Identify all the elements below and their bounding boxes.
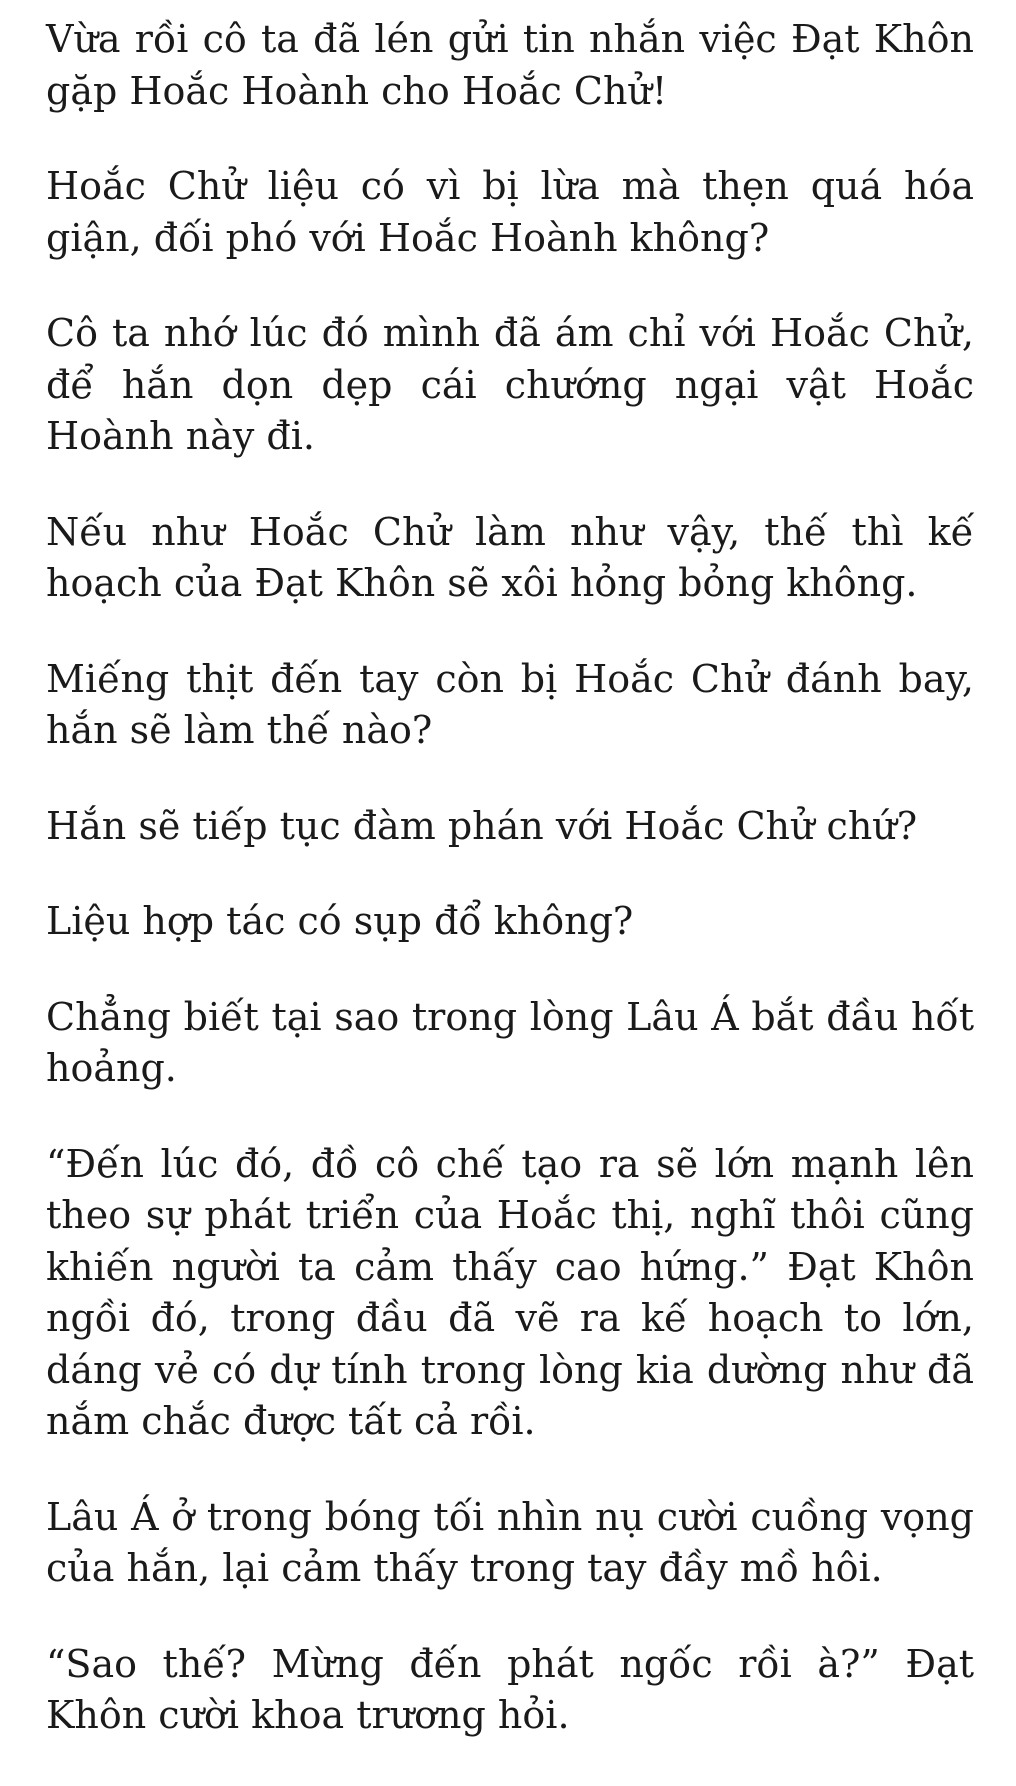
paragraph-2: Hoắc Chử liệu có vì bị lừa mà thẹn quá hóa giận, đối phó với Hoắc Hoành không? xyxy=(46,164,974,260)
paragraph-5: Miếng thịt đến tay còn bị Hoắc Chử đánh bay, hắn sẽ làm thế nào? xyxy=(46,656,974,752)
paragraph-8: Chẳng biết tại sao trong lòng Lâu Á bắt đầu hốt hoảng. xyxy=(46,994,974,1090)
paragraph-4: Nếu như Hoắc Chử làm như vậy, thế thì kế hoạch của Đạt Khôn sẽ xôi hỏng bỏng không. xyxy=(46,509,974,605)
paragraph-11: “Sao thế? Mừng đến phát ngốc rồi à?” Đạt Khôn cười khoa trương hỏi. xyxy=(46,1641,974,1737)
paragraph-6: Hắn sẽ tiếp tục đàm phán với Hoắc Chử chứ? xyxy=(46,803,918,848)
story-text xyxy=(46,14,974,1786)
paragraph-7: Liệu hợp tác có sụp đổ không? xyxy=(46,899,634,943)
paragraph-9: “Đến lúc đó, đồ cô chế tạo ra sẽ lớn mạnh lên theo sự phát triển của Hoắc thị, nghĩ thôi cũng khiến người ta cảm thấy cao hứng.” Đạt Khôn ngồi đó, trong đầu đã vẽ ra kế hoạch to lớn, dáng vẻ có dự tính trong lòng kia dường như đã nắm chắc được tất cả rồi. xyxy=(46,1141,974,1443)
paragraph-3: Cô ta nhớ lúc đó mình đã ám chỉ với Hoắc Chử, để hắn dọn dẹp cái chướng ngại vật Hoắc Hoành này đi. xyxy=(46,311,974,458)
paragraph-10: Lâu Á ở trong bóng tối nhìn nụ cười cuồng vọng của hắn, lại cảm thấy trong tay đầy mồ hôi. xyxy=(46,1494,974,1590)
paragraph-1: Vừa rồi cô ta đã lén gửi tin nhắn việc Đạt Khôn gặp Hoắc Hoành cho Hoắc Chử! xyxy=(46,17,974,113)
